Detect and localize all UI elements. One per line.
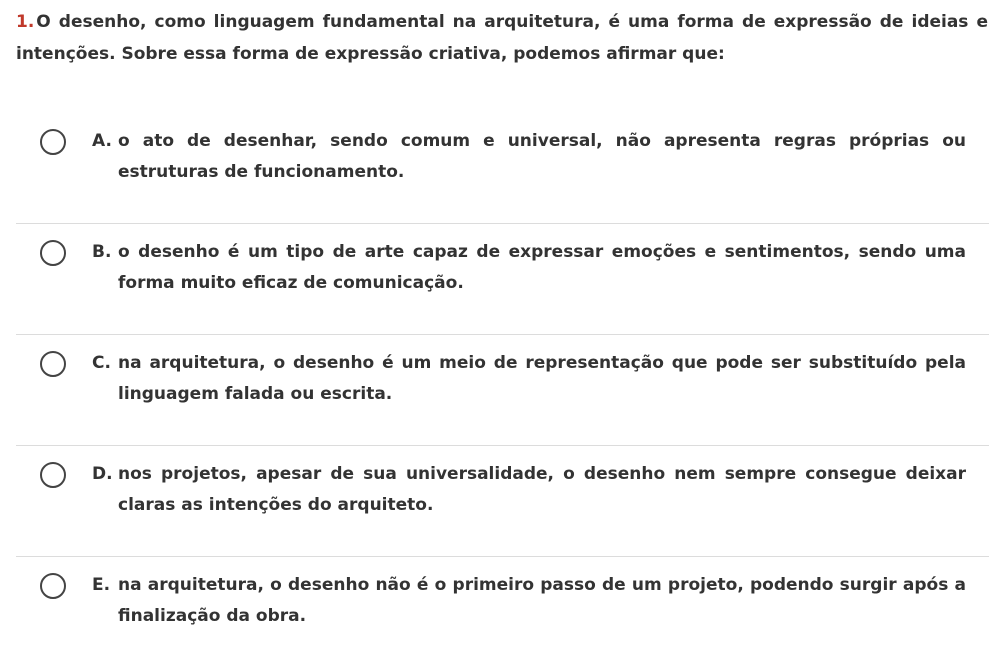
option-c[interactable]: [0, 335, 997, 446]
option-letter: A.: [92, 131, 112, 151]
option-d[interactable]: [0, 446, 997, 557]
question-stem: [16, 6, 988, 70]
radio-button-d[interactable]: [40, 462, 66, 488]
option-letter: B.: [92, 242, 112, 262]
option-a[interactable]: [0, 113, 997, 224]
option-text: o desenho é um tipo de arte capaz de expressar emoções e sentimentos, sendo uma forma muito eficaz de comunicação.: [118, 242, 966, 293]
option-text: na arquitetura, o desenho não é o primeiro passo de um projeto, podendo surgir após a finalização da obra.: [118, 575, 966, 626]
option-letter: C.: [92, 353, 111, 373]
option-letter: E.: [92, 575, 111, 595]
radio-button-c[interactable]: [40, 351, 66, 377]
radio-button-e[interactable]: [40, 573, 66, 599]
option-b[interactable]: [0, 224, 997, 335]
answer-options: [0, 113, 997, 668]
radio-button-b[interactable]: [40, 240, 66, 266]
option-e[interactable]: [0, 557, 997, 668]
question-number: 1.: [16, 12, 35, 32]
option-text: nos projetos, apesar de sua universalidade, o desenho nem sempre consegue deixar claras as intenções do arquiteto.: [118, 464, 966, 515]
option-text: o ato de desenhar, sendo comum e universal, não apresenta regras próprias ou estruturas de funcionamento.: [118, 131, 966, 182]
option-text: na arquitetura, o desenho é um meio de representação que pode ser substituído pela linguagem falada ou escrita.: [118, 353, 966, 404]
option-letter: D.: [92, 464, 113, 484]
question-text: O desenho, como linguagem fundamental na arquitetura, é uma forma de expressão de ideias e intenções. Sobre essa forma de expressão criativa, podemos afirmar que:: [16, 12, 988, 64]
radio-button-a[interactable]: [40, 129, 66, 155]
